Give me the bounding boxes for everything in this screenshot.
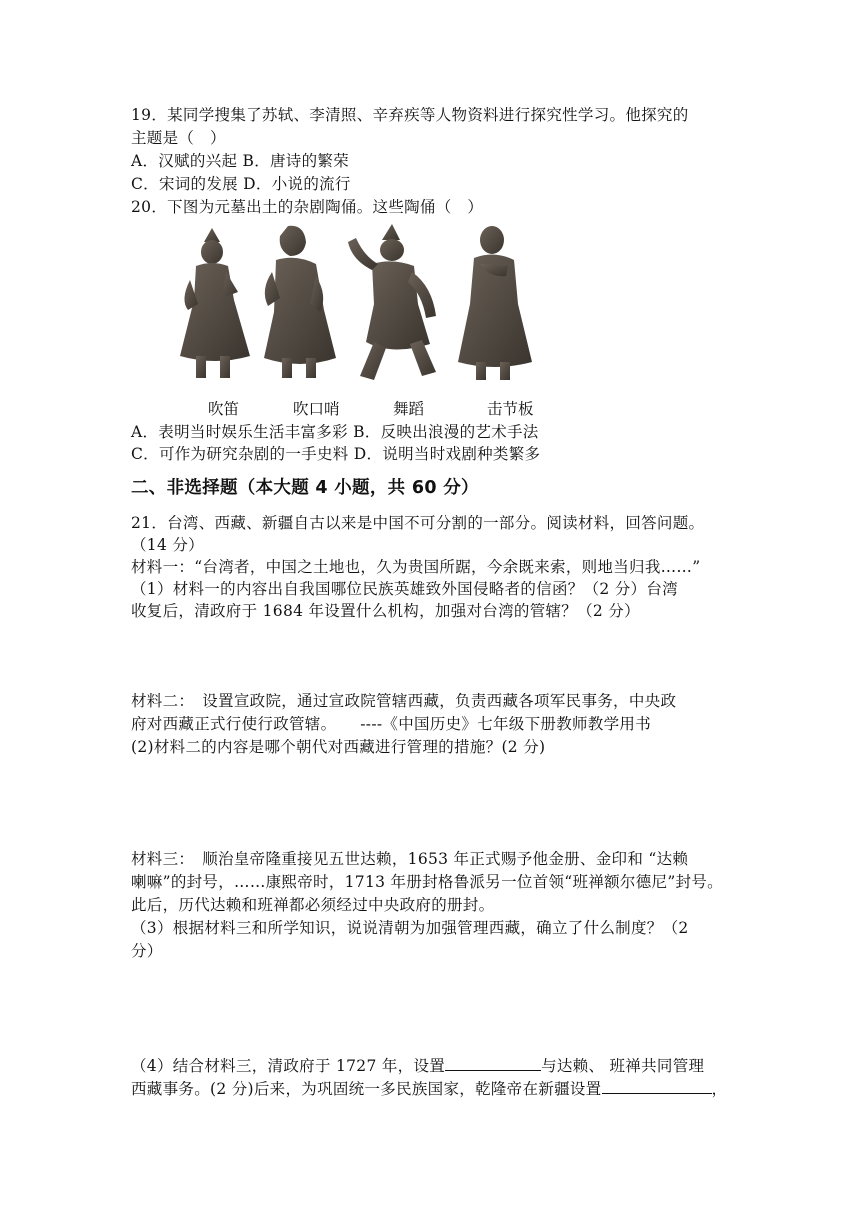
q21-part4-line2-start: 西藏事务。(2 分)后来，为巩固统一多民族国家，乾隆帝在新疆设置	[131, 1080, 602, 1098]
q21-material3-line2: 喇嘛”的封号，……康熙帝时，1713 年册封格鲁派另一位首领“班禅额尔德尼”封号。	[131, 873, 723, 891]
q21-part4-line2-end: ，	[711, 1080, 728, 1098]
q21-part3-line2: 分）	[131, 942, 163, 960]
q21-material2-line1: 材料二： 设置宣政院，通过宣政院管辖西藏，负责西藏各项军民事务，中央政	[131, 692, 677, 710]
q19-stem-line2: 主题是（ ）	[131, 129, 226, 147]
q19-options-ab: A．汉赋的兴起 B．唐诗的繁荣	[131, 152, 350, 170]
answer-blank-2[interactable]	[602, 1075, 712, 1094]
q20-options-ab: A．表明当时娱乐生活丰富多彩 B．反映出浪漫的艺术手法	[131, 423, 539, 441]
q21-material1: 材料一：“台湾者，中国之土地也，久为贵国所踞，今余既来索，则地当归我……”	[131, 558, 701, 576]
q21-part4-line2	[131, 1075, 727, 1100]
q21-part1-line1: （1）材料一的内容出自我国哪位民族英雄致外国侵略者的信函？（2 分）台湾	[131, 580, 678, 598]
figurine-dancer	[348, 224, 436, 380]
q21-part2: (2)材料二的内容是哪个朝代对西藏进行管理的措施？(2 分)	[131, 738, 546, 756]
q21-part4-line1	[131, 1052, 704, 1077]
section-heading: 二、非选择题（本大题 4 小题，共 60 分）	[131, 478, 479, 498]
figurine-flute-player	[180, 228, 250, 378]
q20-stem: 20．下图为元墓出土的杂剧陶俑。这些陶俑（ ）	[131, 198, 484, 216]
q21-material3-line1: 材料三： 顺治皇帝隆重接见五世达赖，1653 年正式赐予他金册、金印和 “达赖	[131, 850, 689, 868]
q21-stem-line1: 21．台湾、西藏、新疆自古以来是中国不可分割的一部分。阅读材料，回答问题。	[131, 514, 705, 532]
figurine-whistler	[264, 226, 336, 378]
figurine-clapper-player	[458, 226, 532, 380]
q21-part4-line1-start: （4）结合材料三，清政府于 1727 年，设置	[131, 1057, 446, 1075]
q21-part1-line2: 收复后，清政府于 1684 年设置什么机构，加强对台湾的管辖？（2 分）	[131, 602, 640, 620]
pottery-figurines-image	[160, 220, 560, 390]
q21-stem-line2: （14 分）	[131, 536, 204, 554]
figure-label-whistle: 吹口哨	[293, 400, 340, 418]
figure-label-dance: 舞蹈	[393, 400, 425, 418]
q21-material2-line2: 府对西藏正式行使行政管辖。 ----《中国历史》七年级下册教师教学用书	[131, 715, 652, 733]
q21-part3-line1: （3）根据材料三和所学知识，说说清朝为加强管理西藏，确立了什么制度？（2	[131, 919, 689, 937]
figure-label-clapper: 击节板	[487, 400, 534, 418]
q20-options-cd: C．可作为研究杂剧的一手史料 D．说明当时戏剧种类繁多	[131, 445, 541, 463]
figure-label-flute: 吹笛	[208, 400, 240, 418]
answer-blank-1[interactable]	[445, 1052, 541, 1071]
q21-material3-line3: 此后，历代达赖和班禅都必须经过中央政府的册封。	[131, 896, 495, 914]
q19-stem-line1: 19．某同学搜集了苏轼、李清照、辛弃疾等人物资料进行探究性学习。他探究的	[131, 106, 689, 124]
q19-options-cd: C．宋词的发展 D．小说的流行	[131, 175, 351, 193]
q21-part4-line1-end: 与达赖、 班禅共同管理	[541, 1057, 705, 1075]
